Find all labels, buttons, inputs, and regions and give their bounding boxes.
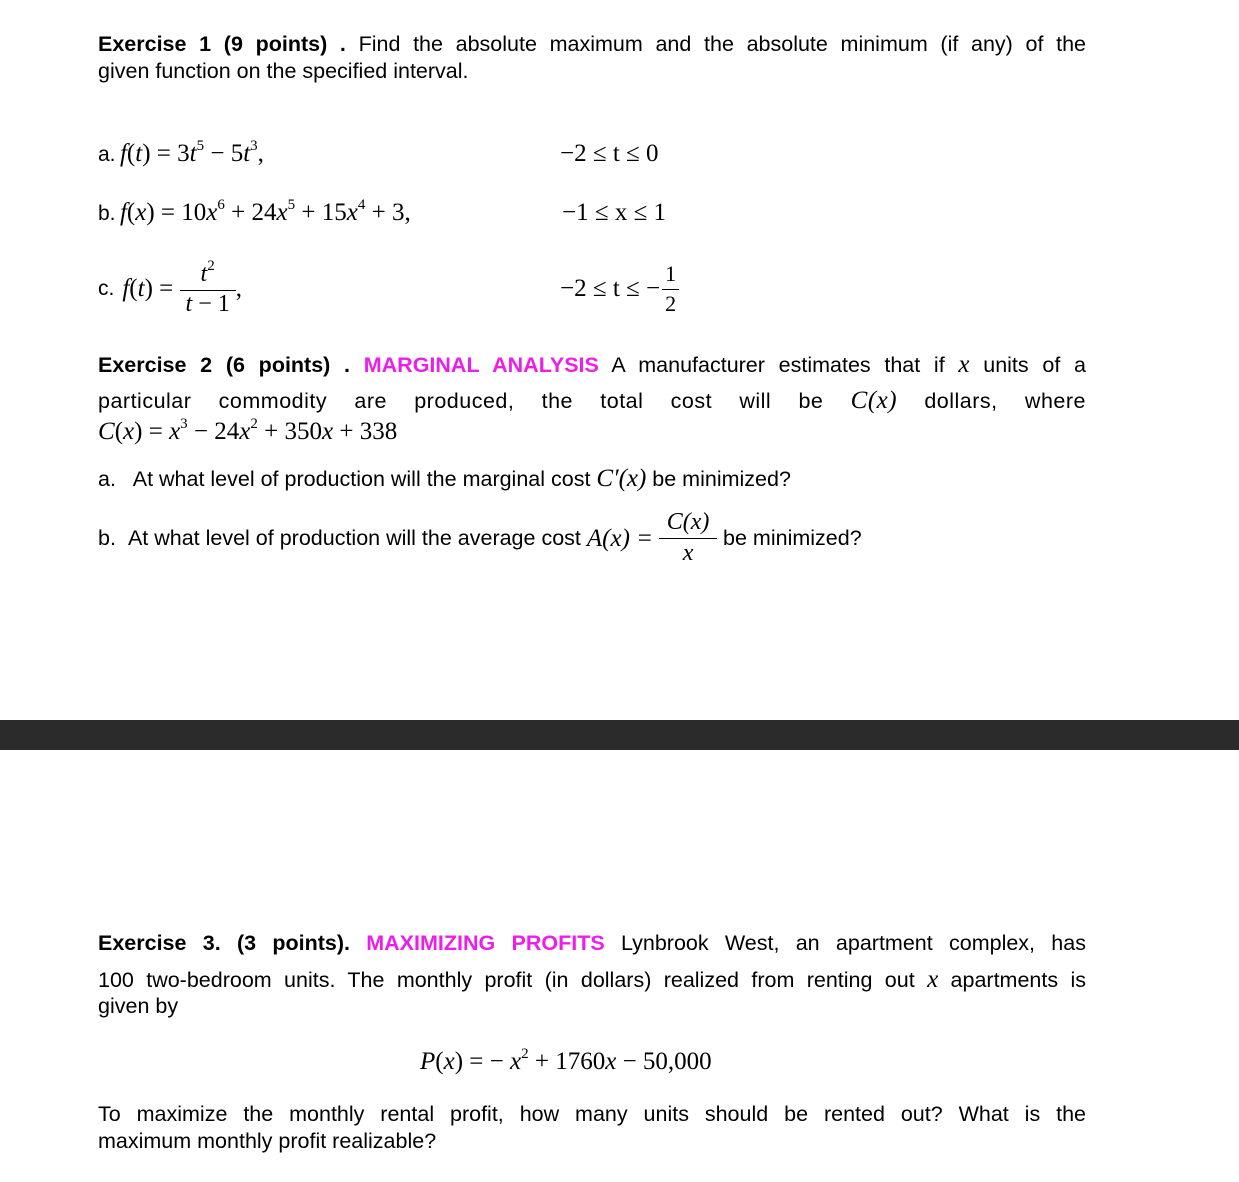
ex1-c-interval xyxy=(560,255,679,323)
ex1-item-a xyxy=(98,138,264,173)
ex2-qa-end: be minimized? xyxy=(652,467,791,491)
ex2-title: Exercise 2 (6 points) . xyxy=(98,353,351,377)
ex2-formula: $C(x) = x^3 - 24x^2 + 350x + 338$ xyxy=(98,415,398,445)
ex2-line1 xyxy=(98,351,1086,379)
ex2-qa-text: At what level of production will the marginal cost xyxy=(132,467,591,491)
ex1-c-label: c. xyxy=(98,277,115,300)
ex2-qb-num: C(x) xyxy=(666,509,710,535)
ex2-qb-end: be minimized? xyxy=(723,525,862,550)
ex3-question-line1: To maximize the monthly rental profit, how many units should be rented out? What is the xyxy=(98,1102,1086,1126)
ex1-c-interval-den: 2 xyxy=(662,289,679,317)
ex1-line1 xyxy=(98,31,1086,58)
ex1-a-interval: −2 ≤ t ≤ 0 xyxy=(560,140,659,167)
ex2-qb-label: b. xyxy=(98,525,116,550)
ex2-qa-label: a. xyxy=(98,467,116,491)
ex1-a-label: a. xyxy=(98,143,116,166)
ex1-c-interval-num: 1 xyxy=(665,261,677,286)
ex3-line2 xyxy=(98,966,1086,994)
ex2-line1-text: A manufacturer estimates that if xyxy=(611,353,945,377)
ex2-line2-text: particular commodity are produced, the total cost will be xyxy=(98,389,824,413)
ex2-line1-end: units of a xyxy=(983,353,1086,377)
ex3-line2-end: apartments is xyxy=(950,968,1086,992)
ex3-line2-var: x xyxy=(927,966,939,993)
ex2-qb-den: x xyxy=(659,538,717,567)
ex1-b-function: $f(x) = 10x^6 + 24x^5 + 15x^4 + 3$, xyxy=(119,196,411,226)
ex2-question-b xyxy=(98,500,862,576)
ex2-line1-var: x xyxy=(958,351,970,378)
ex2-qb-text: At what level of production will the average cost xyxy=(127,525,581,550)
ex1-b-label: b. xyxy=(98,202,116,225)
ex3-line1 xyxy=(98,930,1086,957)
ex3-line2-text: 100 two-bedroom units. The monthly profit (in dollars) realized from renting out xyxy=(98,968,915,992)
ex1-item-c xyxy=(98,255,242,323)
ex1-item-b xyxy=(98,197,411,232)
ex2-qa-math: C′(x) xyxy=(596,465,647,492)
ex1-c-function: f(t) = $\frac{t^2}{t - 1}$ , xyxy=(122,257,242,317)
ex3-tag: MAXIMIZING PROFITS xyxy=(366,931,605,955)
ex1-a-function: $f(t) = 3t^5 - 5t^3$, xyxy=(119,137,264,167)
ex3-formula: P(x) = − $x^2 + 1760x - 50,000$ xyxy=(420,1045,712,1075)
ex2-tag: MARGINAL ANALYSIS xyxy=(363,353,599,377)
ex2-line2-end: dollars, where xyxy=(924,389,1086,413)
ex2-line2-math: C(x) xyxy=(850,387,898,414)
ex1-line1-text: Find the absolute maximum and the absolute minimum (if any) of the xyxy=(358,32,1087,56)
ex3-line3: given by xyxy=(98,994,179,1018)
ex1-title: Exercise 1 (9 points) . xyxy=(98,32,346,56)
ex3-question-line2: maximum monthly profit realizable? xyxy=(98,1129,437,1153)
ex2-line2 xyxy=(98,387,1086,415)
separator-bar xyxy=(0,720,1239,750)
ex1-line2: given function on the specified interval. xyxy=(98,59,469,83)
ex2-question-a xyxy=(98,465,791,493)
ex3-title: Exercise 3. (3 points). xyxy=(98,931,350,955)
ex1-b-interval: −1 ≤ x ≤ 1 xyxy=(562,199,667,226)
ex2-qb-math: A(x) = xyxy=(586,524,654,552)
ex3-line1-text: Lynbrook West, an apartment complex, has xyxy=(620,931,1086,955)
ex1-c-interval-left: −2 ≤ t ≤ − xyxy=(560,275,661,302)
